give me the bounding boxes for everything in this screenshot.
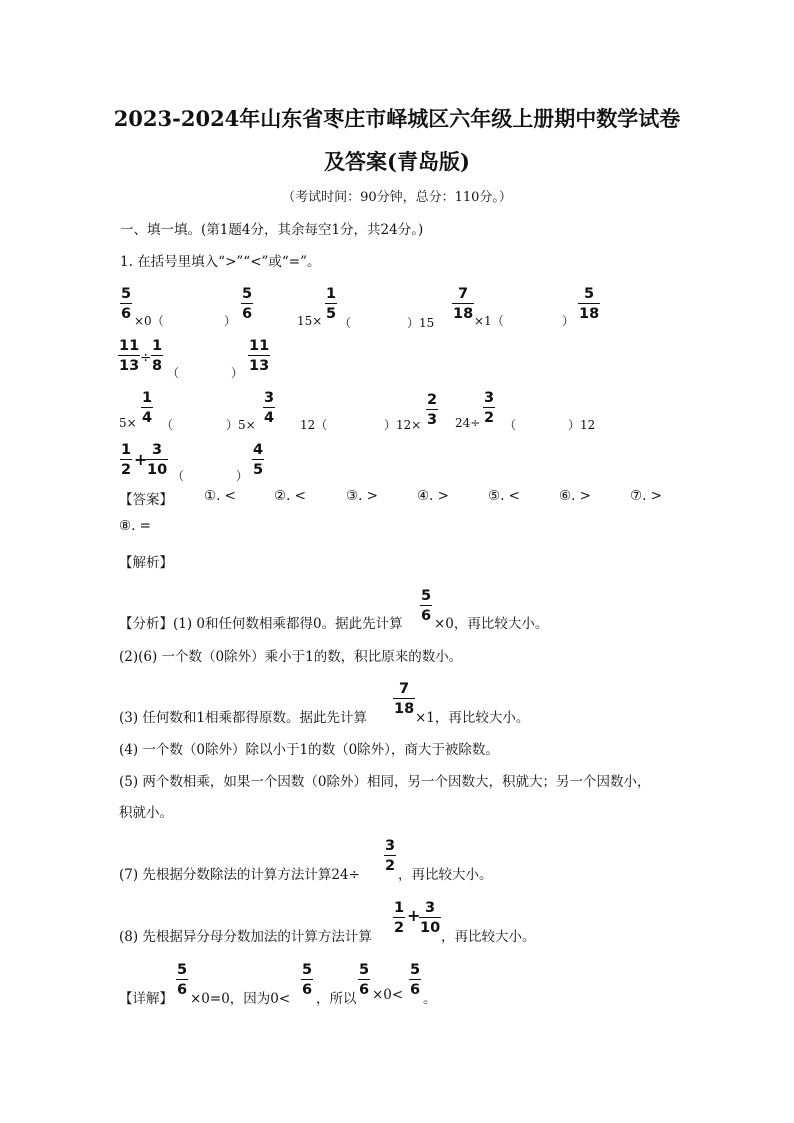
expr-text: 24÷ <box>455 416 481 430</box>
fraction: 3 10 <box>420 900 441 936</box>
fraction: 5 6 <box>421 588 432 624</box>
section-heading: 一、填一填。(第1题4分，其余每空1分，共24分。) <box>120 222 424 238</box>
analysis-text: ，再比较大小。 <box>441 929 536 945</box>
answer-item: ③. > <box>346 488 378 504</box>
answer-item: ⑥. > <box>559 488 591 504</box>
fraction: 1 4 <box>142 390 153 426</box>
page-title-line2: 及答案(青岛版) <box>324 149 470 174</box>
answer-item: ⑧. = <box>119 518 151 534</box>
expr-text: ）12 <box>568 418 596 432</box>
fraction: 1 2 <box>394 900 405 936</box>
analysis-text: (8) 先根据异分母分数加法的计算方法计算 <box>119 929 372 945</box>
fraction: 5 6 <box>410 962 421 998</box>
fraction: 11 13 <box>249 338 270 374</box>
analysis-text: (4) 一个数（0除外）除以小于1的数（0除外），商大于被除数。 <box>119 742 499 758</box>
analysis-text: ×0，再比较大小。 <box>434 616 549 632</box>
fraction: 3 2 <box>385 838 396 874</box>
analysis-label: 【解析】 <box>119 555 173 571</box>
fraction: 7 18 <box>394 681 415 717</box>
detail-text: ×0=0，因为0< <box>190 991 291 1007</box>
answer-item: ⑤. < <box>488 488 520 504</box>
analysis-text: ，再比较大小。 <box>398 867 493 883</box>
analysis-text: 【分析】(1) 0和任何数相乘都得0。据此先计算 <box>119 616 403 632</box>
expr-text: （ <box>504 418 517 432</box>
fraction: 2 3 <box>427 392 438 428</box>
fraction: 4 5 <box>253 442 264 478</box>
expr-text: ）15 <box>407 316 435 330</box>
page-title: 2023-2024年山东省枣庄市峄城区六年级上册期中数学试卷 <box>113 106 681 131</box>
fraction: 3 4 <box>264 390 275 426</box>
expr-text: ） <box>224 314 237 328</box>
expr-text: ）5× <box>226 418 256 432</box>
expr-text: ） <box>231 366 244 380</box>
analysis-text: (5) 两个数相乘，如果一个因数（0除外）相同，另一个因数大，积就大；另一个因数小， <box>119 774 651 790</box>
analysis-text: (3) 任何数和1相乘都得原数。据此先计算 <box>119 710 368 726</box>
detail-text: 。 <box>423 991 437 1007</box>
fraction: 5 18 <box>579 286 600 322</box>
expr-text: ×0（ <box>134 314 164 328</box>
expr-text: ÷ <box>140 350 152 366</box>
fraction: 1 8 <box>152 338 163 374</box>
expr-text: 5× <box>119 416 137 430</box>
answer-item: ②. < <box>274 488 306 504</box>
expr-text: （ <box>172 469 185 483</box>
exam-info: （考试时间：90分钟，总分：110分。） <box>282 190 512 205</box>
fraction: 5 6 <box>359 962 370 998</box>
expr-text: ×1（ <box>474 314 504 328</box>
expr-text: + <box>134 450 148 469</box>
answer-item: ①. < <box>204 488 236 504</box>
answer-item: ⑦. > <box>630 488 662 504</box>
fraction: 3 2 <box>484 390 495 426</box>
expr-text: + <box>407 906 421 925</box>
analysis-text: (2)(6) 一个数（0除外）乘小于1的数，积比原来的数小。 <box>119 649 463 665</box>
expr-text: ） <box>236 469 249 483</box>
fraction: 5 6 <box>302 962 313 998</box>
fraction: 7 18 <box>453 286 474 322</box>
analysis-text: 积就小。 <box>119 805 173 821</box>
fraction: 11 13 <box>119 338 140 374</box>
detail-label: 【详解】 <box>119 991 173 1007</box>
analysis-text: ×1，再比较大小。 <box>415 710 530 726</box>
expr-text: （ <box>161 418 174 432</box>
fraction: 1 2 <box>121 442 132 478</box>
detail-text: ，所以 <box>316 991 357 1007</box>
detail-text: ×0< <box>372 987 404 1003</box>
expr-text: 15× <box>297 314 323 328</box>
expr-text: ） <box>562 314 575 328</box>
fraction: 1 5 <box>326 286 337 322</box>
analysis-text: (7) 先根据分数除法的计算方法计算24÷ <box>119 867 360 883</box>
expr-text: 12（ <box>300 418 328 432</box>
fraction: 3 10 <box>147 442 168 478</box>
fraction: 5 6 <box>121 286 132 322</box>
expr-text: （ <box>339 316 352 330</box>
answer-label: 【答案】 <box>119 492 173 508</box>
fraction: 5 6 <box>177 962 188 998</box>
answer-item: ④. > <box>417 488 449 504</box>
question-1-prompt: 1. 在括号里填入“>”“<”或“=”。 <box>120 254 321 270</box>
expr-text: （ <box>167 366 180 380</box>
expr-text: ）12× <box>384 418 422 432</box>
fraction: 5 6 <box>242 286 253 322</box>
